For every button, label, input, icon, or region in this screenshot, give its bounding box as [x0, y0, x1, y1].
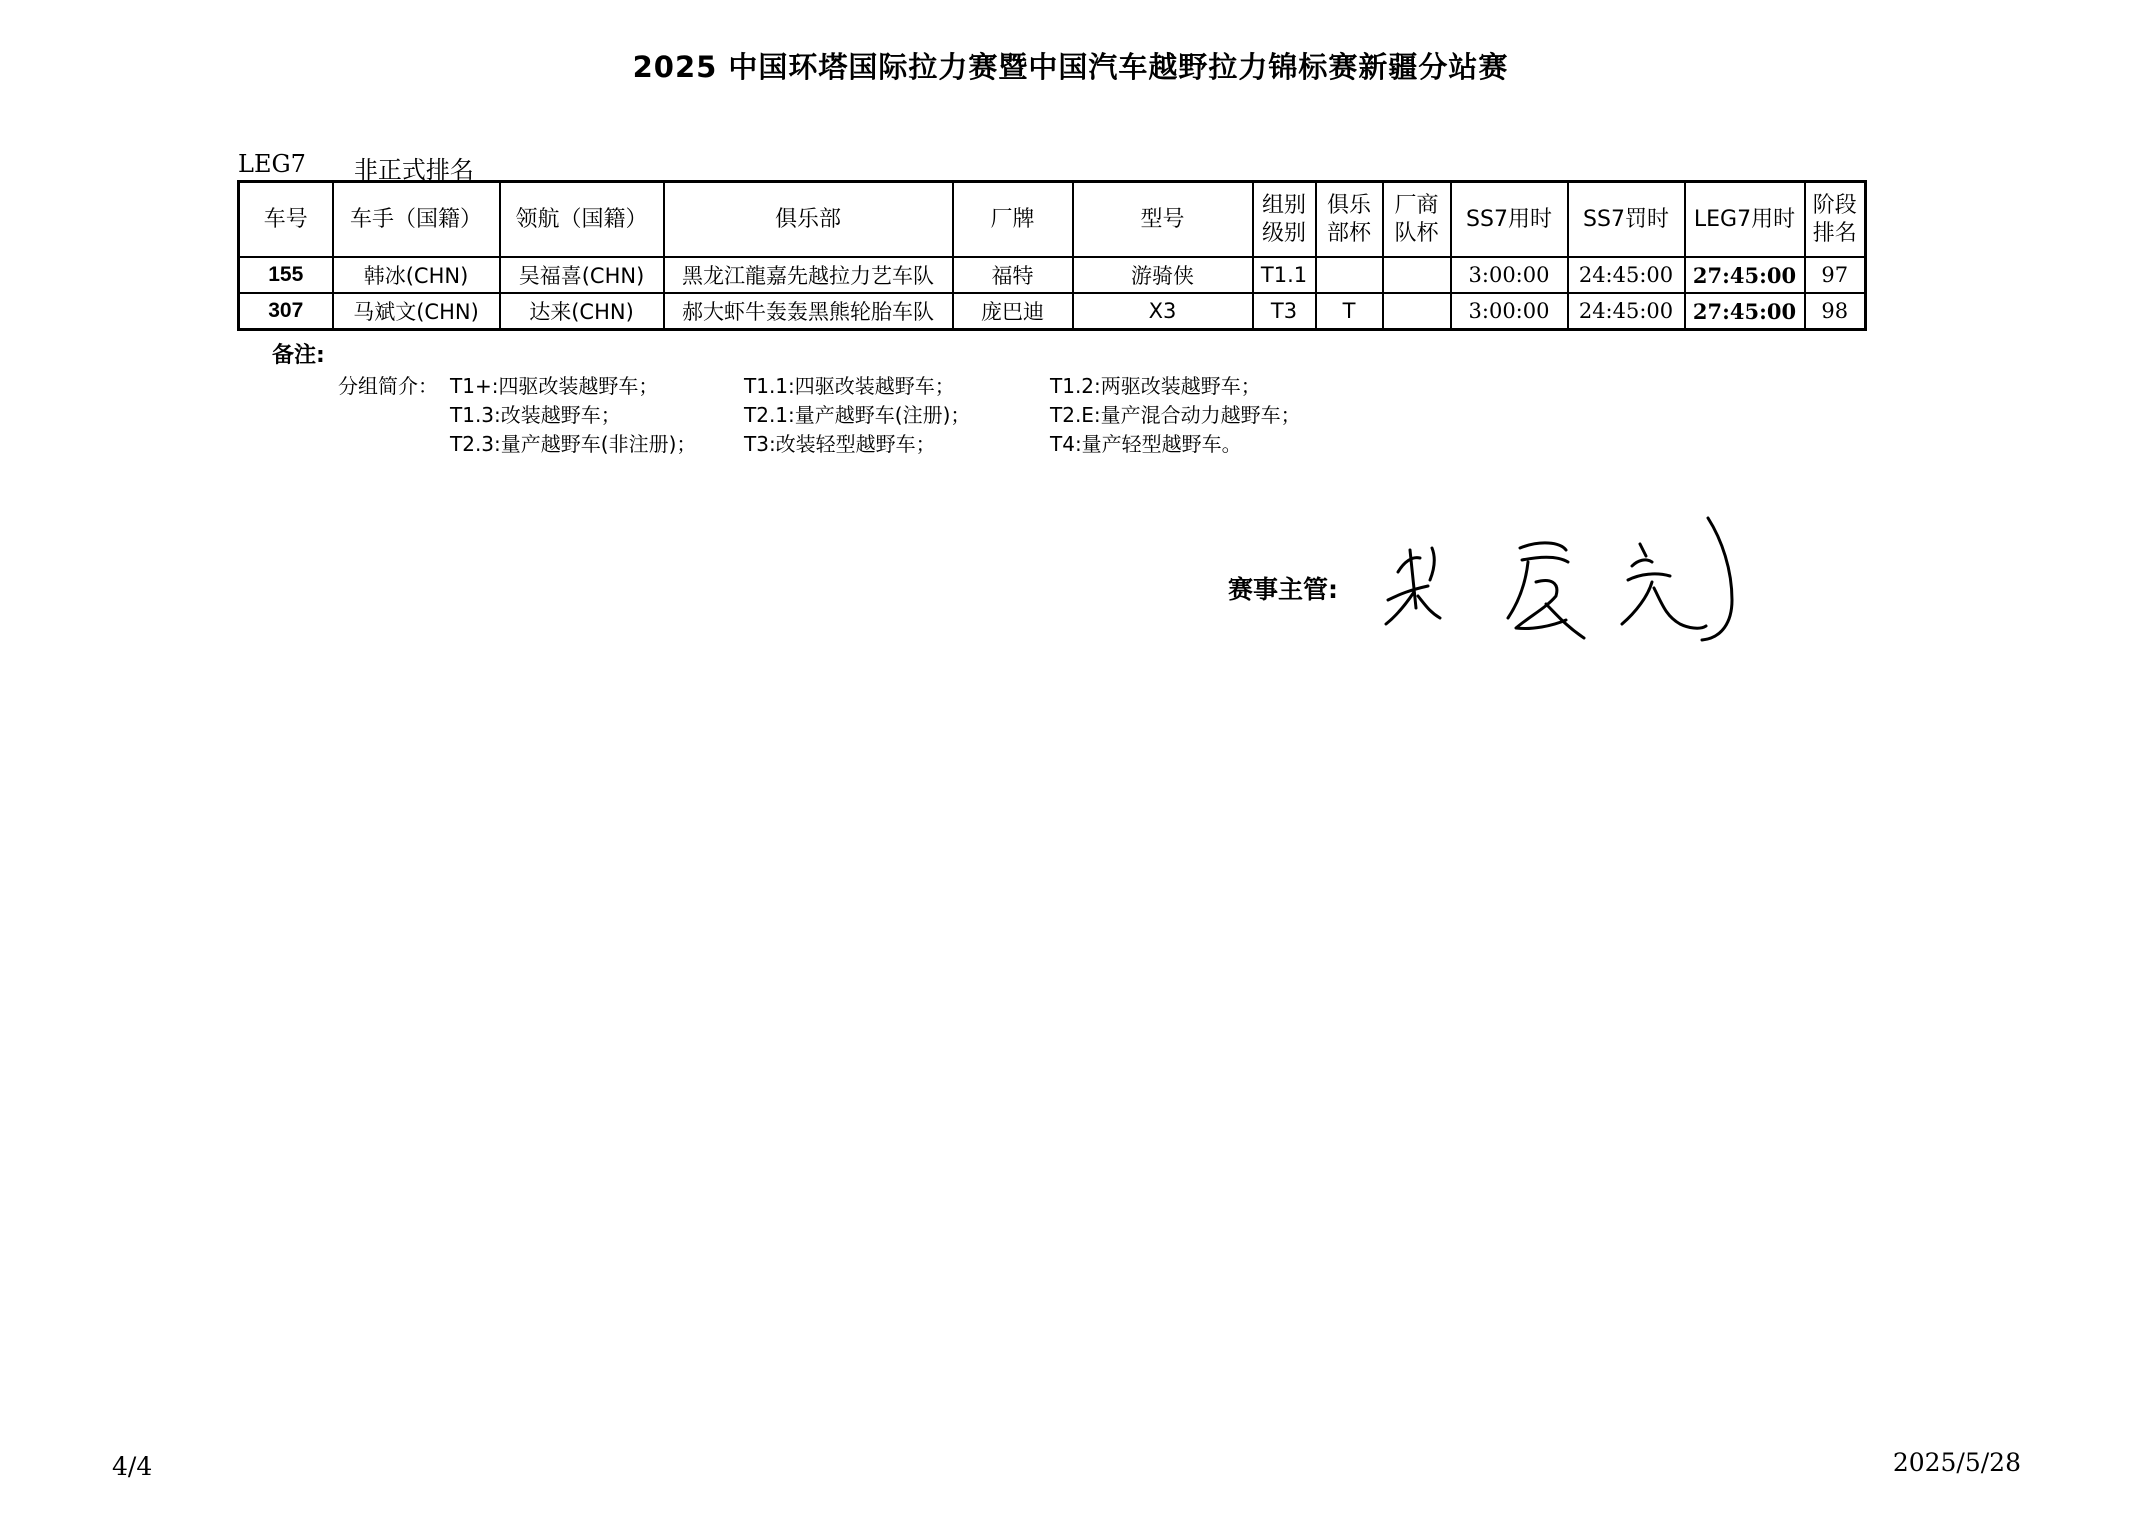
header-ss7-time: SS7用时	[1451, 182, 1568, 258]
leg-label: LEG7	[238, 150, 306, 178]
cell-codriver: 达来(CHN)	[500, 293, 664, 330]
group-item: T1.3:改装越野车；	[450, 403, 621, 427]
header-codriver: 领航（国籍）	[500, 182, 664, 258]
cell-stage-rank: 97	[1805, 257, 1866, 293]
cell-model: 游骑侠	[1073, 257, 1253, 293]
group-item: T2.3:量产越野车(非注册)；	[450, 432, 697, 456]
handwritten-signature	[1370, 500, 1770, 660]
cell-stage-rank: 98	[1805, 293, 1866, 330]
table-header-row	[239, 182, 1866, 258]
cell-leg7-time: 27:45:00	[1685, 257, 1805, 293]
header-ss7-penalty: SS7罚时	[1568, 182, 1685, 258]
group-intro-label: 分组简介：	[338, 374, 438, 398]
cell-club: 郝大虾牛轰轰黑熊轮胎车队	[664, 293, 953, 330]
cell-manufacturer-cup	[1383, 293, 1451, 330]
header-car-number: 车号	[239, 182, 333, 258]
cell-club-cup: T	[1316, 293, 1383, 330]
group-item: T2.E:量产混合动力越野车；	[1050, 403, 1301, 427]
cell-leg7-time: 27:45:00	[1685, 293, 1805, 330]
supervisor-label: 赛事主管:	[1228, 575, 1338, 604]
group-item: T3:改装轻型越野车；	[744, 432, 936, 456]
header-model: 型号	[1073, 182, 1253, 258]
document-date: 2025/5/28	[1892, 1448, 2021, 1477]
cell-codriver: 吴福喜(CHN)	[500, 257, 664, 293]
group-item: T1.1:四驱改装越野车；	[744, 374, 955, 398]
cell-ss7-time: 3:00:00	[1451, 257, 1568, 293]
ranking-subtitle: 非正式排名	[353, 156, 474, 184]
header-club-cup: 俱乐 部杯	[1316, 182, 1383, 258]
cell-group-class: T3	[1253, 293, 1316, 330]
table-row	[239, 257, 1866, 293]
cell-driver: 韩冰(CHN)	[333, 257, 500, 293]
cell-ss7-penalty: 24:45:00	[1568, 293, 1685, 330]
cell-car-number: 307	[239, 293, 333, 330]
cell-manufacturer-cup	[1383, 257, 1451, 293]
cell-ss7-penalty: 24:45:00	[1568, 257, 1685, 293]
cell-brand: 庞巴迪	[953, 293, 1073, 330]
group-item: T1+:四驱改装越野车；	[450, 374, 659, 398]
header-manufacturer-cup: 厂商 队杯	[1383, 182, 1451, 258]
group-item: T4:量产轻型越野车。	[1050, 432, 1242, 456]
cell-club: 黑龙江龍嘉先越拉力艺车队	[664, 257, 953, 293]
group-item: T2.1:量产越野车(注册)；	[744, 403, 971, 427]
table-row	[239, 293, 1866, 330]
cell-model: X3	[1073, 293, 1253, 330]
cell-car-number: 155	[239, 257, 333, 293]
cell-brand: 福特	[953, 257, 1073, 293]
remarks-label: 备注:	[272, 343, 325, 368]
page-number: 4/4	[112, 1452, 153, 1481]
header-leg7-time: LEG7用时	[1685, 182, 1805, 258]
group-item: T1.2:两驱改装越野车；	[1050, 374, 1261, 398]
document-title: 2025 中国环塔国际拉力赛暨中国汽车越野拉力锦标赛新疆分站赛	[632, 50, 1509, 84]
header-driver: 车手（国籍）	[333, 182, 500, 258]
cell-group-class: T1.1	[1253, 257, 1316, 293]
header-club: 俱乐部	[664, 182, 953, 258]
cell-driver: 马斌文(CHN)	[333, 293, 500, 330]
cell-club-cup	[1316, 257, 1383, 293]
group-descriptions	[338, 372, 1370, 459]
header-group-class: 组别 级别	[1253, 182, 1316, 258]
header-stage-rank: 阶段 排名	[1805, 182, 1866, 258]
results-table	[237, 180, 1867, 331]
cell-ss7-time: 3:00:00	[1451, 293, 1568, 330]
header-brand: 厂牌	[953, 182, 1073, 258]
